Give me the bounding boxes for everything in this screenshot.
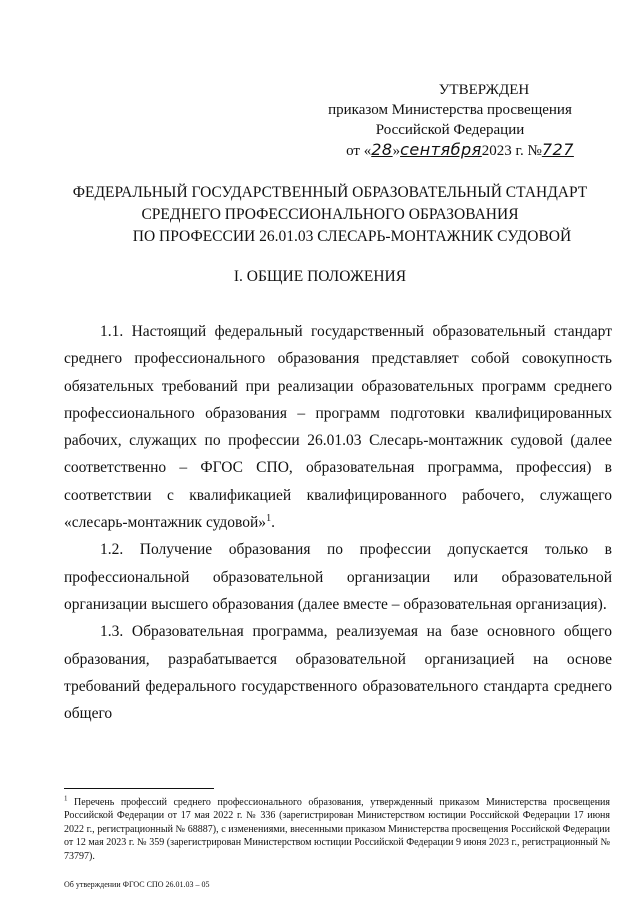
paragraph-1-2: 1.2. Получение образования по профессии допускается только в профессиональной образовательной организации или образовательной организации высшего образования (далее вместе – образовательная организация). [64,541,612,613]
paragraph-1-1-end: . [271,514,275,532]
heading-line-2: СРЕДНЕГО ПРОФЕССИОНАЛЬНОГО ОБРАЗОВАНИЯ [141,206,519,223]
footnote-mark: 1 [64,794,68,803]
section-title: I. ОБЩИЕ ПОЛОЖЕНИЯ [233,268,407,285]
footnote-separator [64,788,214,789]
footnote [64,796,610,863]
paragraph-1-1 [64,318,612,536]
paragraph-1-1-text: 1.1. Настоящий федеральный государственный образовательный стандарт среднего профессионального образования представляет собой совокупность обязательных требований при реализации образовательных программ среднего профессионального образования – программ подготовки квалифицированных рабочих, служащих по профессии 26.01.03 Слесарь-монтажник судовой (далее соответственно – ФГОС СПО, образовательная программа, профессия) в соответствии с квалификацией квалифицированного рабочего, служащего «слесарь-монтажник судовой» [64,323,612,532]
approval-order-line: приказом Министерства просвещения [328,102,572,118]
date-prefix: от « [346,143,372,159]
document-heading [70,182,590,248]
date-quote-close: » [392,143,401,159]
date-year: 2023 г. № [481,143,542,159]
handwritten-number: 727 [541,140,574,159]
handwritten-month: сентября [400,140,482,159]
approval-date-line [310,140,610,161]
heading-line-1: ФЕДЕРАЛЬНЫЙ ГОСУДАРСТВЕННЫЙ ОБРАЗОВАТЕЛЬНЫЙ СТАНДАРТ [72,184,588,201]
paragraph-1-3: 1.3. Образовательная программа, реализуемая на базе основного общего образования, разрабатывается образовательной организацией на основе требований федерального государственного образовательного стандарта среднего общего [64,623,612,723]
heading-line-3: ПО ПРОФЕССИИ 26.01.03 СЛЕСАРЬ-МОНТАЖНИК СУДОВОЙ [132,228,572,245]
footnote-reference: 1 [266,512,272,524]
handwritten-day: 28 [371,140,393,159]
approval-country-line: Российской Федерации [375,122,525,138]
body-text [64,318,612,727]
approval-block [300,80,600,161]
approval-title: УТВЕРЖДЕН [438,82,530,98]
page-footer: Об утверждении ФГОС СПО 26.01.03 – 05 [64,880,210,889]
footnote-text: Перечень профессий среднего профессионального образования, утвержденный приказом Министерства просвещения Российской Федерации от 17 мая 2022 г. № 336 (зарегистрирован Министерством юстиции Российской Федерации 17 июня 2022 г., регистрационный № 68887), с изменениями, внесенными приказом Министерства просвещения Российской Федерации от 12 мая 2023 г. № 359 (зарегистрирован Министерством юстиции Российской Федерации 9 июня 2023 г., регистрационный № 73797). [64,797,610,862]
